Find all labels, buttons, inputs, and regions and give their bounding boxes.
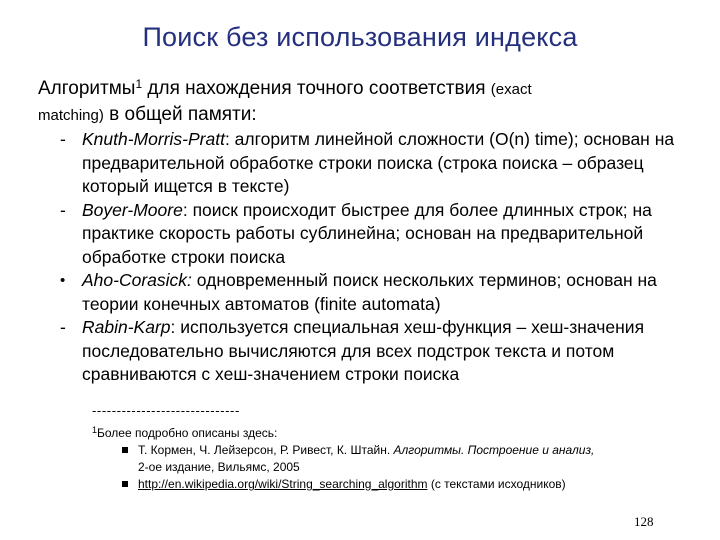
intro-text-1: Алгоритмы bbox=[38, 78, 136, 99]
reference-note: (с текстами исходников) bbox=[427, 477, 566, 491]
intro-text-2: для нахождения точного соответствия bbox=[142, 78, 491, 99]
intro-exact: (exact bbox=[490, 81, 532, 98]
algorithm-list bbox=[38, 128, 698, 387]
algorithm-name: Rabin-Karp bbox=[82, 317, 171, 337]
reference-item bbox=[92, 476, 692, 493]
slide-title: Поиск без использования индекса bbox=[142, 22, 578, 52]
footnote-number: 1 bbox=[92, 425, 98, 435]
algorithm-description: одновременный поиск нескольких терминов; основан на теории конечных автоматов (finite automata) bbox=[82, 270, 657, 314]
algorithm-description: : поиск происходит быстрее для более длинных строк; на практике скорость работы сублинейна; основан на предварительной обработке строки поиска bbox=[82, 199, 652, 267]
algorithm-name: Aho-Corasick: bbox=[82, 270, 192, 290]
algorithm-name: Knuth-Morris-Pratt bbox=[82, 129, 225, 149]
list-item bbox=[38, 199, 698, 270]
footnote-text: Более подробно описаны здесь: bbox=[97, 426, 278, 440]
algorithm-name: Boyer-Moore bbox=[82, 199, 183, 220]
dash-marker: - bbox=[60, 199, 66, 220]
footnote-ref: 1 bbox=[135, 77, 143, 91]
square-bullet-icon bbox=[122, 481, 128, 487]
reference-item bbox=[92, 442, 692, 476]
list-item bbox=[38, 316, 698, 387]
reference-book-title: Алгоритмы. Построение и анализ, bbox=[393, 443, 595, 457]
reference-authors: Т. Кормен, Ч. Лейзерсон, Р. Ривест, К. Штайн. bbox=[138, 443, 394, 457]
algorithm-description: : используется специальная хеш-функция – хеш-значения последовательно вычисляются для всех подстрок текста и потом сравниваются с хеш-значением строки поиска bbox=[82, 317, 645, 384]
intro-paragraph bbox=[38, 76, 698, 128]
footnote bbox=[92, 425, 692, 493]
bullet-marker: • bbox=[60, 272, 66, 289]
intro-matching: matching) bbox=[38, 107, 104, 124]
reference-list bbox=[92, 442, 692, 493]
footnote-separator: ------------------------------ bbox=[92, 403, 240, 418]
footnote-heading bbox=[92, 425, 692, 442]
reference-edition: 2-ое издание, Вильямс, 2005 bbox=[138, 460, 300, 474]
dash-marker: - bbox=[60, 317, 66, 337]
list-item bbox=[38, 128, 698, 199]
square-bullet-icon bbox=[122, 447, 128, 453]
algorithm-description: : алгоритм линейной сложности (O(n) time); основан на предварительной обработке строки поиска (строка поиска – образец который ищется в тексте) bbox=[82, 129, 675, 196]
wikipedia-link[interactable]: http://en.wikipedia.org/wiki/String_searching_algorithm bbox=[138, 477, 428, 491]
intro-text-3: в общей памяти: bbox=[103, 104, 257, 125]
list-item bbox=[38, 269, 698, 316]
page-number: 128 bbox=[634, 514, 654, 529]
dash-marker: - bbox=[60, 129, 66, 149]
